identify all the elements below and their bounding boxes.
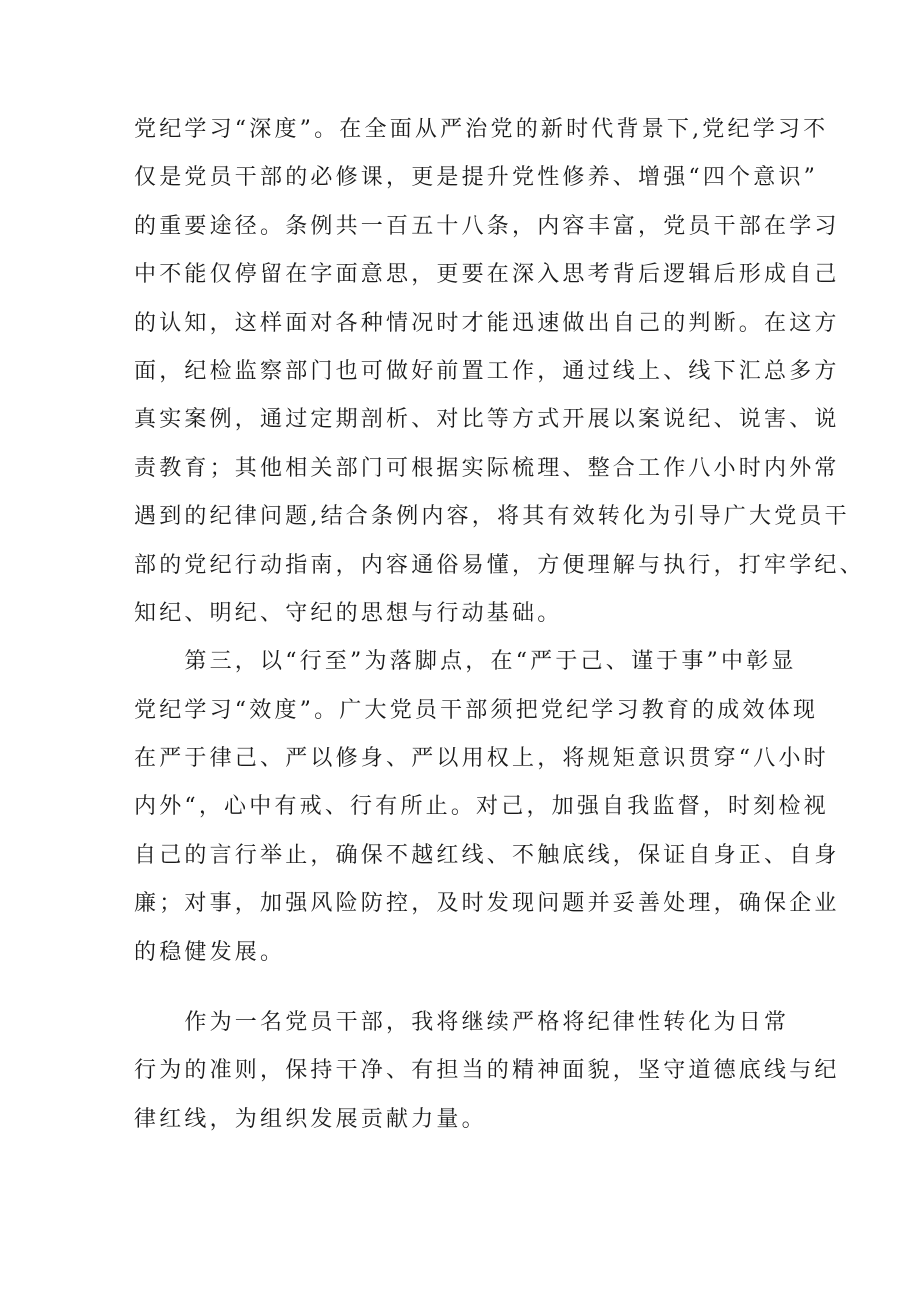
text-line: 的稳健发展。 xyxy=(134,939,286,965)
text-line: 党纪学习“效度”。广大党员干部须把党纪学习教育的成效体现 xyxy=(134,697,819,723)
text-line: 第三，以“行至”为落脚点，在“严于己、谨于事”中彰显 xyxy=(134,649,797,675)
text-line: 部的党纪行动指南，内容通俗易懂，方便理解与执行，打牢学纪、 xyxy=(134,552,865,578)
text-line: 的重要途径。条例共一百五十八条，内容丰富，党员干部在学习 xyxy=(134,213,840,239)
text-line: 行为的准则，保持干净、有担当的精神面貌，坚守道德底线与纪 xyxy=(134,1058,840,1084)
text-line: 的认知，这样面对各种情况时才能迅速做出自己的判断。在这方 xyxy=(134,310,840,336)
text-line: 中不能仅停留在字面意思，更要在深入思考背后逻辑后形成自己 xyxy=(134,262,840,288)
paragraph xyxy=(134,999,840,1144)
text-line: 律红线，为组织发展贡献力量。 xyxy=(134,1106,487,1132)
text-line: 知纪、明纪、守纪的思想与行动基础。 xyxy=(134,600,563,626)
document-body xyxy=(134,106,865,1144)
text-line: 内外“，心中有戒、行有所止。对己，加强自我监督，时刻检视 xyxy=(134,794,829,820)
text-line: 面，纪检监察部门也可做好前置工作，通过线上、线下汇总多方 xyxy=(134,358,840,384)
text-line: 在严于律己、严以修身、严以用权上，将规矩意识贯穿“八小时 xyxy=(134,746,829,772)
text-line: 遇到的纪律问题,结合条例内容，将其有效转化为引导广大党员干 xyxy=(134,504,850,530)
text-line: 作为一名党员干部，我将继续严格将纪律性转化为日常 xyxy=(134,1010,790,1036)
text-line: 廉；对事，加强风险防控，及时发现问题并妥善处理，确保企业 xyxy=(134,891,840,917)
text-line: 仅是党员干部的必修课，更是提升党性修养、增强“四个意识” xyxy=(134,165,819,191)
text-line: 真实案例，通过定期剖析、对比等方式开展以案说纪、说害、说 xyxy=(134,407,840,433)
text-line: 自己的言行举止，确保不越红线、不触底线，保证自身正、自身 xyxy=(134,842,840,868)
text-line: 党纪学习“深度”。在全面从严治党的新时代背景下,党纪学习不 xyxy=(134,117,829,142)
paragraph xyxy=(134,638,840,977)
text-line: 责教育；其他相关部门可根据实际梳理、整合工作八小时内外常 xyxy=(134,455,840,481)
paragraph-spacer xyxy=(134,977,794,999)
paragraph xyxy=(134,106,865,638)
